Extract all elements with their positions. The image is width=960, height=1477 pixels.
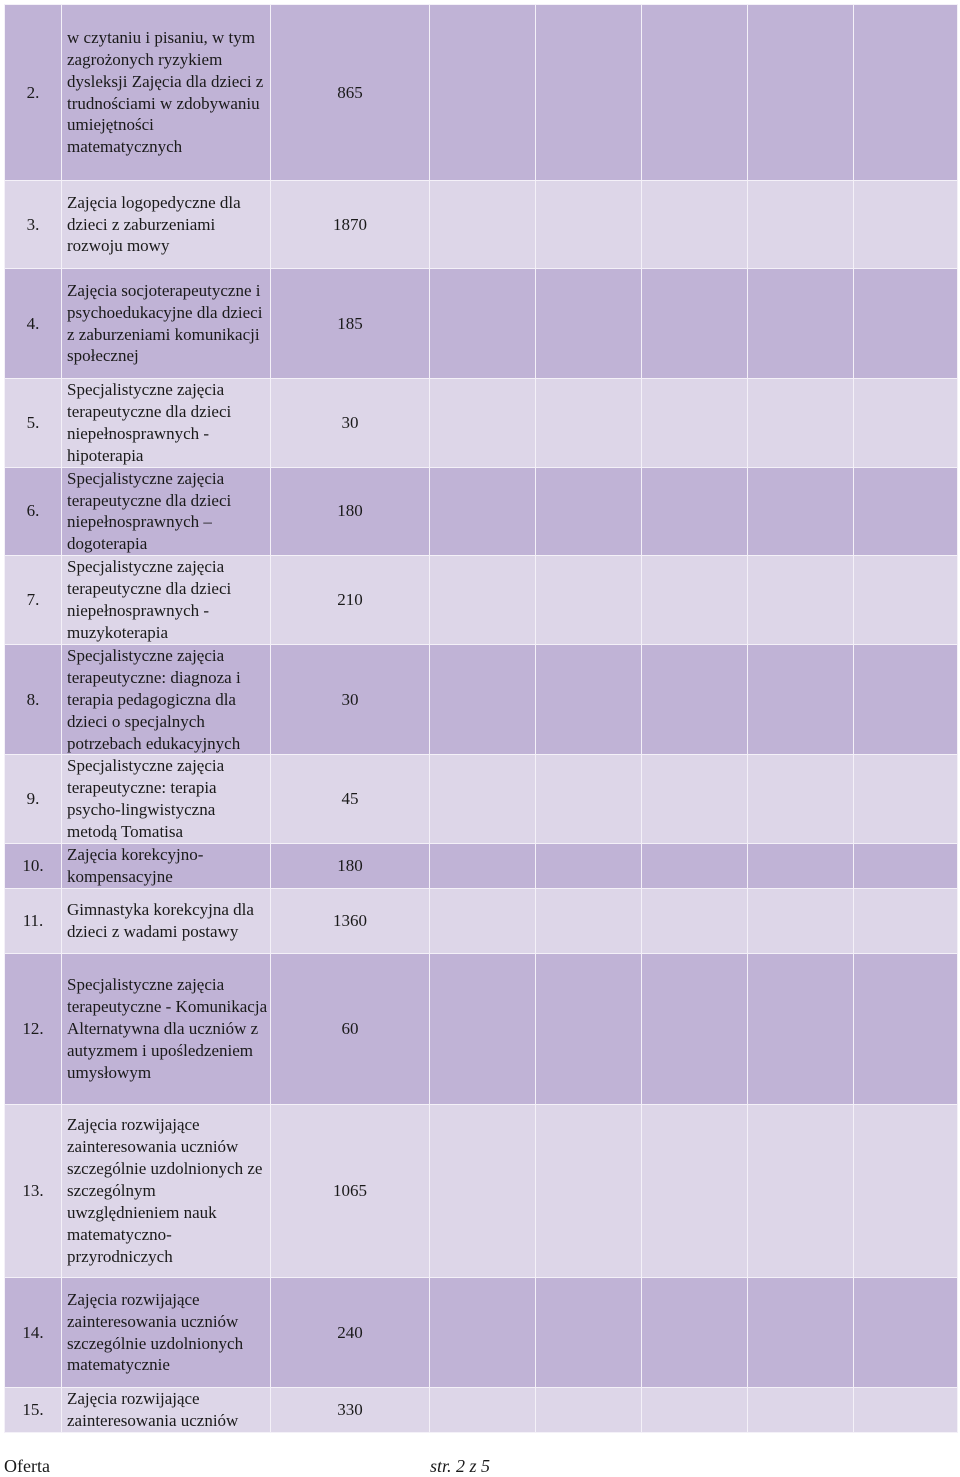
empty-cell[interactable] [748,379,854,468]
row-number: 2. [5,5,62,181]
empty-cell[interactable] [748,269,854,379]
table-row [5,889,958,954]
empty-cell[interactable] [536,556,642,645]
hours-quantity: 1870 [271,181,430,269]
hours-quantity: 60 [271,954,430,1105]
activity-name: Zajęcia logopedyczne dla dzieci z zaburzeniami rozwoju mowy [62,181,271,269]
hours-quantity: 180 [271,467,430,556]
activity-name: Zajęcia rozwijające zainteresowania uczniów [62,1388,271,1433]
empty-cell[interactable] [430,181,536,269]
table-row [5,755,958,844]
empty-cell[interactable] [748,644,854,755]
row-number: 12. [5,954,62,1105]
empty-cell[interactable] [430,1278,536,1388]
empty-cell[interactable] [430,889,536,954]
empty-cell[interactable] [642,181,748,269]
empty-cell[interactable] [854,556,958,645]
row-number: 3. [5,181,62,269]
empty-cell[interactable] [642,889,748,954]
row-number: 8. [5,644,62,755]
hours-quantity: 865 [271,5,430,181]
empty-cell[interactable] [748,5,854,181]
row-number: 14. [5,1278,62,1388]
empty-cell[interactable] [536,5,642,181]
row-number: 10. [5,844,62,889]
hours-quantity: 30 [271,644,430,755]
empty-cell[interactable] [854,1388,958,1433]
table-row [5,1388,958,1433]
empty-cell[interactable] [430,954,536,1105]
empty-cell[interactable] [642,1388,748,1433]
empty-cell[interactable] [854,379,958,468]
empty-cell[interactable] [854,755,958,844]
empty-cell[interactable] [536,467,642,556]
hours-quantity: 240 [271,1278,430,1388]
activity-name: w czytaniu i pisaniu, w tym zagrożonych ryzykiem dysleksji Zajęcia dla dzieci z trudnościami w zdobywaniu umiejętności matematycznych [62,5,271,181]
empty-cell[interactable] [642,644,748,755]
empty-cell[interactable] [642,5,748,181]
table-row [5,644,958,755]
empty-cell[interactable] [854,844,958,889]
empty-cell[interactable] [748,954,854,1105]
table-row [5,467,958,556]
hours-quantity: 185 [271,269,430,379]
table-row [5,5,958,181]
table-row [5,556,958,645]
table-row [5,844,958,889]
empty-cell[interactable] [430,269,536,379]
empty-cell[interactable] [854,954,958,1105]
row-number: 4. [5,269,62,379]
row-number: 11. [5,889,62,954]
empty-cell[interactable] [536,1278,642,1388]
empty-cell[interactable] [748,467,854,556]
table-body [5,5,958,1433]
empty-cell[interactable] [430,844,536,889]
empty-cell[interactable] [642,1278,748,1388]
activity-name: Zajęcia rozwijające zainteresowania uczniów szczególnie uzdolnionych matematycznie [62,1278,271,1388]
row-number: 7. [5,556,62,645]
empty-cell[interactable] [536,181,642,269]
empty-cell[interactable] [536,1105,642,1278]
empty-cell[interactable] [536,379,642,468]
empty-cell[interactable] [536,755,642,844]
activity-name: Zajęcia rozwijające zainteresowania uczniów szczególnie uzdolnionych ze szczególnym uwzględnieniem nauk matematyczno-przyrodniczych [62,1105,271,1278]
empty-cell[interactable] [854,1278,958,1388]
empty-cell[interactable] [642,556,748,645]
empty-cell[interactable] [536,269,642,379]
activity-name: Specjalistyczne zajęcia terapeutyczne dla dzieci niepełnosprawnych – dogoterapia [62,467,271,556]
row-number: 9. [5,755,62,844]
row-number: 13. [5,1105,62,1278]
empty-cell[interactable] [536,954,642,1105]
table-row [5,181,958,269]
hours-quantity: 180 [271,844,430,889]
empty-cell[interactable] [642,1105,748,1278]
empty-cell[interactable] [430,556,536,645]
empty-cell[interactable] [854,1105,958,1278]
activity-name: Specjalistyczne zajęcia terapeutyczne - Komunikacja Alternatywna dla uczniów z autyzmem i upośledzeniem umysłowym [62,954,271,1105]
activity-name: Zajęcia korekcyjno-kompensacyjne [62,844,271,889]
empty-cell[interactable] [748,1278,854,1388]
row-number: 15. [5,1388,62,1433]
empty-cell[interactable] [854,5,958,181]
empty-cell[interactable] [642,844,748,889]
empty-cell[interactable] [748,181,854,269]
offer-table [4,4,958,1433]
empty-cell[interactable] [536,1388,642,1433]
empty-cell[interactable] [854,889,958,954]
hours-quantity: 45 [271,755,430,844]
empty-cell[interactable] [854,181,958,269]
hours-quantity: 1065 [271,1105,430,1278]
row-number: 5. [5,379,62,468]
empty-cell[interactable] [536,844,642,889]
activity-name: Specjalistyczne zajęcia terapeutyczne: diagnoza i terapia pedagogiczna dla dzieci o specjalnych potrzebach edukacyjnych [62,644,271,755]
footer-offer-label: Oferta [4,1456,50,1476]
empty-cell[interactable] [536,644,642,755]
empty-cell[interactable] [748,755,854,844]
empty-cell[interactable] [430,1105,536,1278]
activity-name: Specjalistyczne zajęcia terapeutyczne dla dzieci niepełnosprawnych - muzykoterapia [62,556,271,645]
hours-quantity: 210 [271,556,430,645]
empty-cell[interactable] [748,1388,854,1433]
empty-cell[interactable] [430,467,536,556]
empty-cell[interactable] [748,889,854,954]
hours-quantity: 330 [271,1388,430,1433]
table-row [5,1278,958,1388]
empty-cell[interactable] [748,1105,854,1278]
empty-cell[interactable] [642,755,748,844]
empty-cell[interactable] [430,1388,536,1433]
empty-cell[interactable] [642,467,748,556]
empty-cell[interactable] [430,644,536,755]
empty-cell[interactable] [642,379,748,468]
empty-cell[interactable] [430,5,536,181]
empty-cell[interactable] [642,954,748,1105]
empty-cell[interactable] [430,755,536,844]
table-row [5,379,958,468]
activity-name: Gimnastyka korekcyjna dla dzieci z wadami postawy [62,889,271,954]
footer-page-number: str. 2 z 5 [430,1456,491,1476]
activity-name: Zajęcia socjoterapeutyczne i psychoedukacyjne dla dzieci z zaburzeniami komunikacji społecznej [62,269,271,379]
empty-cell[interactable] [430,379,536,468]
table-row [5,1105,958,1278]
hours-quantity: 30 [271,379,430,468]
activity-name: Specjalistyczne zajęcia terapeutyczne: terapia psycho-lingwistyczna metodą Tomatisa [62,755,271,844]
table-row [5,954,958,1105]
table-row [5,269,958,379]
row-number: 6. [5,467,62,556]
hours-quantity: 1360 [271,889,430,954]
empty-cell[interactable] [748,844,854,889]
activity-name: Specjalistyczne zajęcia terapeutyczne dla dzieci niepełnosprawnych - hipoterapia [62,379,271,468]
empty-cell[interactable] [854,269,958,379]
empty-cell[interactable] [854,467,958,556]
empty-cell[interactable] [536,889,642,954]
empty-cell[interactable] [642,269,748,379]
empty-cell[interactable] [854,644,958,755]
empty-cell[interactable] [748,556,854,645]
